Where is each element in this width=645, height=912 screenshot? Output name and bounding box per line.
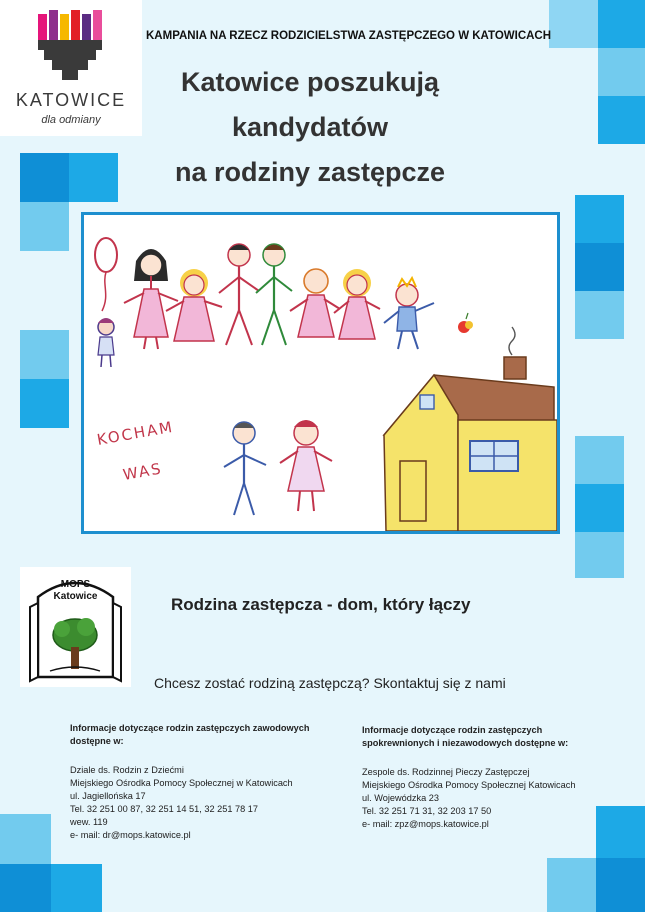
decor-square — [549, 0, 598, 48]
info-right-line: Tel. 32 251 71 31, 32 203 17 50 — [362, 806, 492, 816]
decor-square — [575, 532, 624, 578]
decor-square — [69, 153, 118, 202]
decor-square — [598, 0, 645, 48]
headline-line-3: na rodziny zastępcze — [174, 157, 446, 187]
decor-square — [598, 96, 645, 144]
info-left-line: wew. 119 — [70, 817, 108, 827]
decor-square — [20, 379, 69, 428]
decor-square — [547, 858, 596, 912]
decor-square — [20, 153, 69, 202]
decor-square — [0, 864, 51, 912]
decor-square — [575, 436, 624, 484]
decor-square — [596, 806, 645, 858]
decor-square — [20, 202, 69, 251]
decor-square — [0, 814, 51, 864]
info-right-line: e- mail: zpz@mops.katowice.pl — [362, 819, 489, 829]
mops-logo-line-1: MOPS — [60, 579, 91, 590]
decor-square — [598, 48, 645, 96]
info-left-line: Miejskiego Ośrodka Pomocy Społecznej w Katowicach — [70, 778, 293, 788]
decor-square — [575, 484, 624, 532]
info-left-line: ul. Jagiellońska 17 — [70, 791, 146, 801]
info-right — [362, 724, 575, 831]
child-drawing-photo — [81, 212, 560, 534]
campaign-title: KAMPANIA NA RZECZ RODZICIELSTWA ZASTĘPCZEGO W KATOWICACH — [146, 30, 552, 42]
info-right-line: ul. Wojewódzka 23 — [362, 793, 439, 803]
headline-line-2: kandydatów — [231, 112, 389, 142]
call-to-action: Chcesz zostać rodziną zastępczą? Skontaktuj się z nami — [154, 675, 506, 691]
decor-square — [596, 858, 645, 912]
info-left-line: Dziale ds. Rodzin z Dziećmi — [70, 765, 184, 775]
info-right-line: Miejskiego Ośrodka Pomocy Społecznej Katowicach — [362, 780, 576, 790]
info-left-line: Tel. 32 251 00 87, 32 251 14 51, 32 251 78 17 — [70, 804, 258, 814]
drawing-text-was: WAS — [121, 459, 164, 484]
tagline: Rodzina zastępcza - dom, który łączy — [171, 595, 471, 614]
info-right-heading-1: Informacje dotyczące rodzin zastępczych — [362, 725, 543, 735]
drawing-text-kocham: KOCHAM — [95, 417, 176, 449]
info-left-heading-1: Informacje dotyczące rodzin zastępczych zawodowych — [70, 723, 310, 733]
info-left-line: e- mail: dr@mops.katowice.pl — [70, 830, 191, 840]
mops-logo-line-2: Katowice — [53, 591, 98, 602]
info-right-line: Zespole ds. Rodzinnej Pieczy Zastępczej — [362, 767, 530, 777]
child-drawing-illustration — [84, 215, 557, 531]
mops-logo — [20, 567, 131, 687]
headline — [150, 60, 470, 195]
info-left-heading-2: dostępne w: — [70, 736, 124, 746]
katowice-logo-icon — [38, 10, 104, 82]
headline-line-1: Katowice poszukują — [180, 67, 440, 97]
decor-square — [20, 330, 69, 379]
decor-square — [575, 195, 624, 243]
logo-city-name: KATOWICE — [15, 90, 127, 110]
info-right-heading-2: spokrewnionych i niezawodowych dostępne w: — [362, 738, 569, 748]
decor-square — [575, 291, 624, 339]
logo-slogan: dla odmiany — [41, 114, 101, 126]
decor-square — [51, 864, 102, 912]
decor-square — [575, 243, 624, 291]
info-left — [70, 722, 309, 842]
katowice-logo — [0, 0, 142, 136]
